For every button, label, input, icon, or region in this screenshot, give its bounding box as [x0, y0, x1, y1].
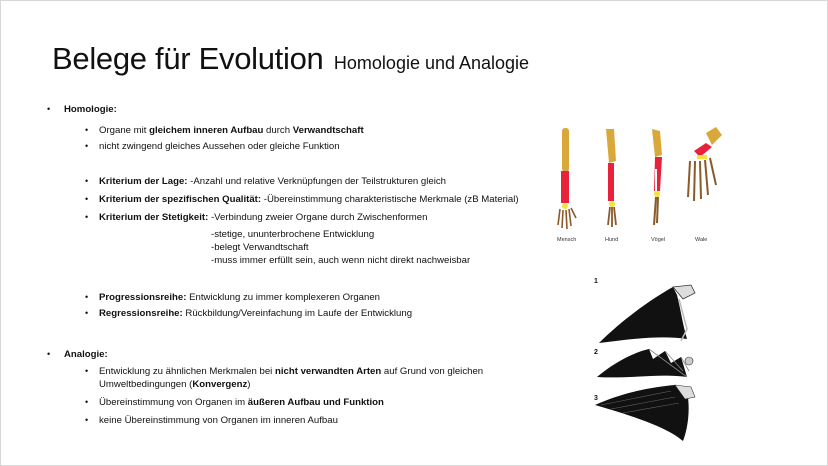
wing-analogy-figure: [591, 281, 701, 446]
bullet-icon: •: [85, 194, 89, 204]
bullet-icon: •: [85, 212, 89, 222]
homologie-heading: Homologie:: [64, 104, 117, 115]
wing-label-3: 3: [594, 395, 598, 402]
wing-label-2: 2: [594, 349, 598, 356]
homologie-item-2: nicht zwingend gleiches Aussehen oder gleiche Funktion: [99, 141, 340, 152]
bullet-icon: •: [85, 415, 89, 425]
wing-bird: [595, 385, 695, 441]
caption-voegel: Vögel: [651, 237, 666, 243]
title-main: Belege für Evolution: [52, 41, 324, 76]
bullet-icon: •: [47, 104, 51, 114]
wing-bat: [597, 349, 693, 377]
analogie-item-1-cont: Umweltbedingungen (Konvergenz): [99, 379, 251, 390]
bullet-icon: •: [85, 292, 89, 302]
caption-wale: Wale: [695, 237, 708, 243]
stetigkeit-sub-1: -stetige, ununterbrochene Entwicklung: [211, 229, 375, 240]
analogie-item-2: Übereinstimmung von Organen im äußeren Aufbau und Funktion: [99, 397, 384, 408]
kriterium-stetigkeit: Kriterium der Stetigkeit: -Verbindung zweier Organe durch Zwischenformen: [99, 212, 428, 223]
wing-label-1: 1: [594, 278, 598, 285]
stetigkeit-sub-3: -muss immer erfüllt sein, auch wenn nicht direkt nachweisbar: [211, 255, 471, 266]
regressionsreihe: Regressionsreihe: Rückbildung/Vereinfachung im Laufe der Entwicklung: [99, 308, 413, 319]
wing-pterosaur: [599, 285, 695, 343]
caption-hund: Hund: [605, 237, 619, 243]
analogie-item-1: Entwicklung zu ähnlichen Merkmalen bei nicht verwandten Arten auf Grund von gleichen: [99, 366, 484, 377]
kriterium-qualitaet: Kriterium der spezifischen Qualität: -Übereinstimmung charakteristische Merkmale (zB Material): [99, 194, 519, 205]
bullet-icon: •: [85, 141, 89, 151]
stetigkeit-sub-2: -belegt Verwandtschaft: [211, 242, 309, 253]
caption-mensch: Mensch: [557, 237, 577, 243]
limb-whale: [688, 127, 722, 201]
limb-human: [558, 128, 576, 229]
progressionsreihe: Progressionsreihe: Entwicklung zu immer komplexeren Organen: [99, 292, 381, 303]
homologie-item-1: Organe mit gleichem inneren Aufbau durch Verwandtschaft: [99, 125, 364, 136]
limb-bird: [652, 129, 662, 225]
analogie-heading: Analogie:: [64, 349, 108, 360]
slide-title: [52, 41, 529, 77]
kriterium-lage: Kriterium der Lage: -Anzahl und relative Verknüpfungen der Teilstrukturen gleich: [99, 176, 446, 187]
analogie-item-3: keine Übereinstimmung von Organen im inneren Aufbau: [99, 415, 338, 426]
limb-dog: [606, 129, 616, 227]
title-sub: Homologie und Analogie: [333, 53, 530, 73]
bullet-icon: •: [85, 176, 89, 186]
bullet-icon: •: [85, 397, 89, 407]
bullet-icon: •: [85, 366, 89, 376]
limb-homology-figure: [554, 125, 744, 235]
bullet-icon: •: [85, 125, 89, 135]
bullet-icon: •: [47, 349, 51, 359]
bullet-icon: •: [85, 308, 89, 318]
